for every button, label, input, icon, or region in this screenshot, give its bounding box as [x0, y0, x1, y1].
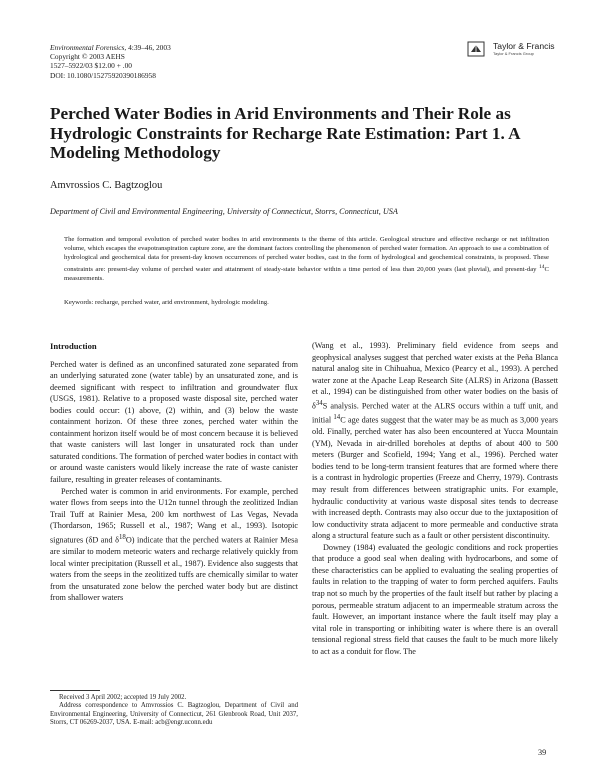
section-heading: Introduction	[50, 341, 97, 351]
footnote	[50, 694, 298, 728]
page-number: 39	[538, 748, 547, 757]
left-column	[50, 341, 298, 604]
paragraph	[50, 486, 298, 604]
author-affiliation: Department of Civil and Environmental Engineering, University of Connecticut, Storrs, Connecticut, USA	[50, 207, 398, 216]
correspondence-address: Address correspondence to Amvrossios C. Bagtzoglou, Department of Civil and Environmental Engineering, University of Connecticut, 261 Glenbrook Road, Unit 2037, Storrs, CT 06269-2037, USA. E-mail: acb@engr.uconn.edu	[50, 702, 298, 727]
paragraph-text: C age dates suggest that the water may be as much as 3,000 years old. Finally, perched water has also been encountered at Yucca Mountain (YM), Nevada in air-drilled boreholes at depths of about 400 to 500 meters (Burger and Scofield, 1994; Yang et al., 1996). Perched water bodies tend to be long-term transient features that are formed where there is a contrast in hydrologic properties (Freeze and Cherry, 1979). Contrasts may result from differences between stratigraphic units. For example, hydraulic conductivity at various waste disposal sites tends to decrease with increased depth. Contrasts may also occur due to the juxtaposition of low conductivity strata adjacent to more permeable and conductive strata along a structural feature such as a fault or other persistent discontinuity.	[312, 415, 558, 541]
author-name: Amvrossios C. Bagtzoglou	[50, 180, 163, 191]
paragraph: Downey (1984) evaluated the geologic conditions and rock properties that produce a good seal when dealing with hydrocarbons, and some of these characteristics can be applied to evaluating the sealing properties of faults in relation to the trapping of water to form perched aquifers. Faults trap not so much by the properties of the fault itself but rather by placing a porous, permeable stratum adjacent to an impermeable stratum across the fault. However, an important instance where the fault itself may play a vital role in transporting or inhibiting water is where there is an overall tensional regional stress field that causes the fault to be much more likely to act as a conduit for flow. The	[312, 542, 558, 656]
abstract-text-end: C measurements.	[64, 265, 549, 282]
abstract-text: The formation and temporal evolution of perched water bodies in arid environments is the theme of this article. Geological structure and effective recharge or net infiltration volume, which escapes the evapotranspiration capture zone, are the dominant factors controlling the phenomenon of perched water formation. An approach to use a combination of hydrological and geochemical data for present-day known occurrences of perched water bodies, cast in the form of hydrological and geochemical constraints, is proposed. These constraints are: present-day volume of perched water and attainment of steady-state behavior within a time period of less than 20,000 years (last pluvial), and present-day	[64, 236, 549, 273]
paragraph-text: Perched water is common in arid environments. For example, perched water flows from seeps into the U12n tunnel through the zeolitized Indian Trail Tuff at Rainier Mesa, 200 km northwest of Las Vegas, Nevada (Thordarson, 1965; Russell et al., 1987; Wang et al., 1993). Isotopic signatures (δD and δ	[50, 486, 298, 545]
superscript: 18	[119, 533, 126, 541]
copyright-line: Copyright © 2003 AEHS	[50, 52, 125, 62]
publisher-subtitle: Taylor & Francis Group	[493, 51, 534, 56]
journal-metadata	[50, 43, 171, 80]
paragraph-text: S analysis. Perched water at the ALRS occurs within a tuff unit, and initial	[312, 401, 558, 425]
received-date: Received 3 April 2002; accepted 19 July 2002.	[59, 694, 187, 701]
footnote-divider	[50, 690, 100, 691]
keywords: Keywords: recharge, perched water, arid environment, hydrologic modeling.	[64, 299, 269, 306]
publisher-logo	[467, 38, 567, 60]
article-title: Perched Water Bodies in Arid Environments and Their Role as Hydrologic Constraints for Recharge Rate Estimation: Part 1. A Modeling Methodology	[50, 104, 520, 163]
superscript: 14	[333, 414, 341, 422]
paragraph: Perched water is defined as an unconfined saturated zone separated from an underlying saturated zone (water table) by an unsaturated zone, and is deemed significant with respect to infiltration and groundwater flux (USGS, 1981). Relative to a proposed waste disposal site, perched water bodies could occur: (1) above, (2) within, and (3) below the waste containment horizon. Of these three zones, perched water within the containment horizon itself would be of most concern because it is believed that waste canisters will last longer in unsaturated rock than under saturated conditions. The formation of perched water bodies in contact with or around waste canisters would likely increase the rate of waste canister failure, resulting in greater releases of contaminants.	[50, 359, 298, 485]
abstract-superscript: 14	[538, 263, 545, 270]
paragraph-text: (Wang et al., 1993). Preliminary field evidence from seeps and geophysical analyses suggest that perched water exists at the Peña Blanca natural analog site in Chihuahua, Mexico (Pearcy et al., 1993). A perched water zone at the Apache Leap Research Site (ALRS) in Arizona (Bassett et al., 1994) can be distinguished from other water bodies on the basis of δ	[312, 341, 558, 411]
publisher-emblem-icon	[467, 40, 487, 58]
right-column	[312, 340, 558, 657]
journal-citation: , 4:39–46, 2003	[124, 43, 171, 52]
paragraph-text: O) indicate that the perched waters at Rainier Mesa are similar to modern meteoric waters and recharge relatively quickly from local winter precipitation (Russell et al., 1987). Evidence also suggests that waters from the seeps in the zeolitized tuffs are chemically similar to water from the unsaturated zone below the perched water body but are distinct from shallower waters	[50, 535, 298, 603]
publisher-name: Taylor & Francis	[493, 41, 555, 51]
abstract	[64, 236, 549, 284]
issn-line: 1527–5922/03 $12.00 + .00	[50, 61, 132, 71]
paragraph	[312, 340, 558, 542]
superscript: 34	[315, 399, 323, 407]
doi-line: DOI: 10.1080/15275920390186958	[50, 70, 156, 80]
journal-name: Environmental Forensics	[50, 43, 125, 52]
